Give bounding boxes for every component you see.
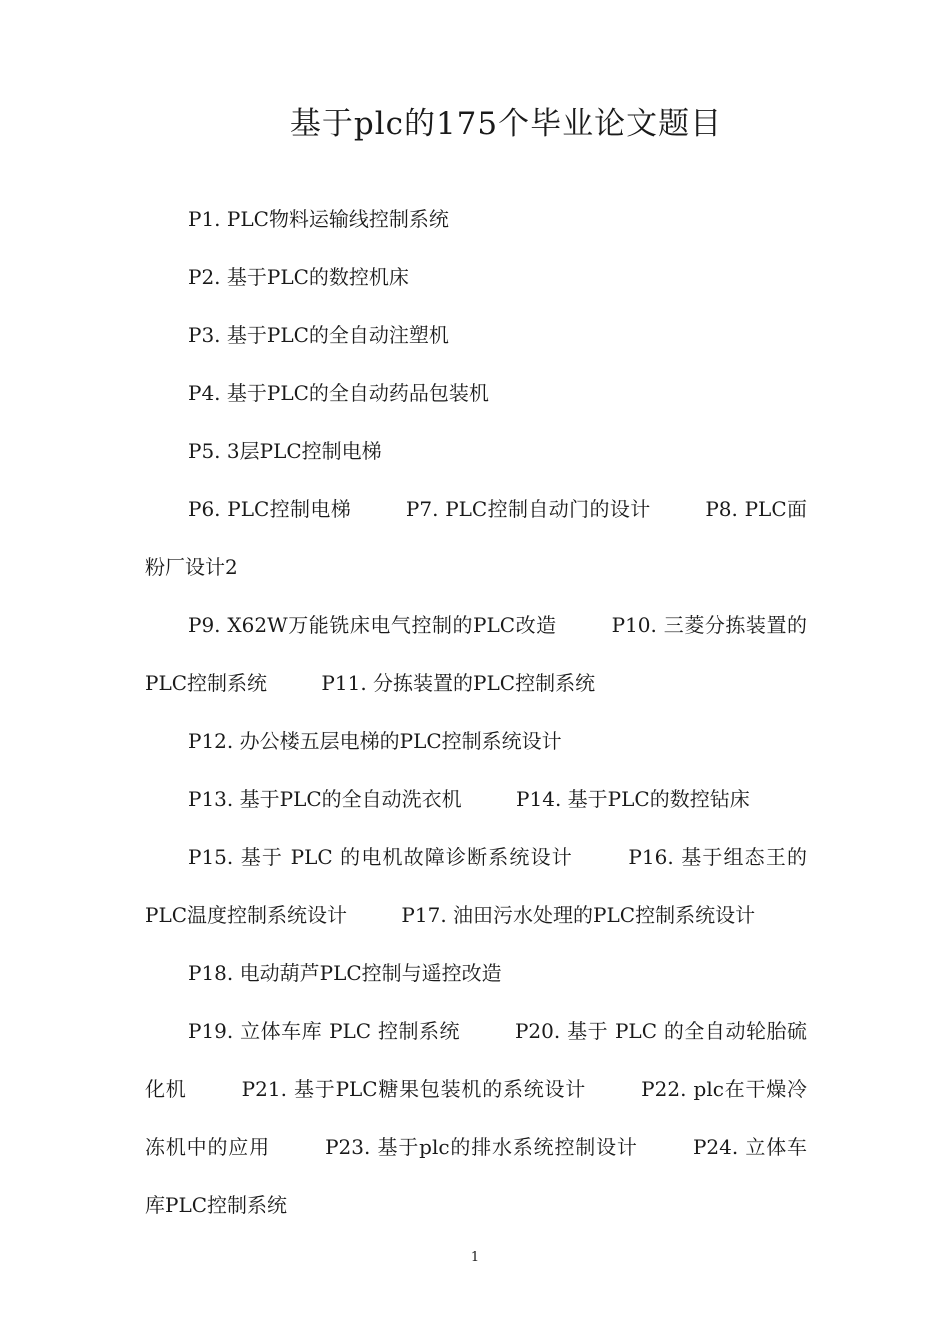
- page-number: 1: [470, 1250, 480, 1265]
- topic-item: P13. 基于PLC的全自动洗衣机: [188, 787, 462, 811]
- topic-paragraph: [145, 770, 807, 828]
- document-title: 基于plc的175个毕业论文题目: [289, 106, 723, 142]
- topic-paragraph: [145, 944, 807, 1002]
- topic-item: P5. 3层PLC控制电梯: [188, 439, 382, 463]
- topic-item: P14. 基于PLC的数控钻床: [516, 787, 750, 811]
- topic-item: P11. 分拣装置的PLC控制系统: [321, 671, 596, 695]
- topic-item: P15. 基于 PLC 的电机故障诊断系统设计: [188, 845, 573, 869]
- topic-paragraph: [145, 596, 807, 712]
- topic-item: P18. 电动葫芦PLC控制与遥控改造: [188, 961, 502, 985]
- topic-item: P2. 基于PLC的数控机床: [188, 265, 409, 289]
- topic-paragraph: [145, 1002, 807, 1234]
- topic-paragraph: [145, 712, 807, 770]
- topic-item: P1. PLC物料运输线控制系统: [188, 207, 449, 231]
- topic-paragraph: [145, 248, 807, 306]
- topic-item: P22. plc在干燥冷冻机中的应用: [145, 1077, 807, 1159]
- topic-item: P3. 基于PLC的全自动注塑机: [188, 323, 449, 347]
- topic-item: P6. PLC控制电梯: [188, 497, 352, 521]
- topic-paragraph: [145, 828, 807, 944]
- topic-item: P23. 基于plc的排水系统控制设计: [325, 1135, 638, 1159]
- topic-item: P20. 基于 PLC 的全自动轮胎硫化机: [145, 1019, 807, 1101]
- topic-item: P8. PLC面粉厂设计2: [145, 497, 808, 579]
- topic-item: P12. 办公楼五层电梯的PLC控制系统设计: [188, 729, 562, 753]
- topic-item: P10. 三菱分拣装置的PLC控制系统: [145, 613, 808, 695]
- topic-paragraph: [145, 480, 807, 596]
- topic-paragraph: [145, 422, 807, 480]
- topic-item: P4. 基于PLC的全自动药品包装机: [188, 381, 489, 405]
- topic-item: P16. 基于组态王的PLC温度控制系统设计: [145, 845, 807, 927]
- topic-list: [145, 190, 807, 1234]
- topic-paragraph: [145, 190, 807, 248]
- topic-item: P9. X62W万能铣床电气控制的PLC改造: [188, 613, 557, 637]
- topic-paragraph: [145, 306, 807, 364]
- topic-item: P17. 油田污水处理的PLC控制系统设计: [401, 903, 756, 927]
- topic-item: P19. 立体车库 PLC 控制系统: [188, 1019, 461, 1043]
- topic-item: P24. 立体车库PLC控制系统: [145, 1135, 808, 1217]
- topic-item: P7. PLC控制自动门的设计: [405, 497, 651, 521]
- topic-item: P21. 基于PLC糖果包装机的系统设计: [241, 1077, 587, 1101]
- topic-paragraph: [145, 364, 807, 422]
